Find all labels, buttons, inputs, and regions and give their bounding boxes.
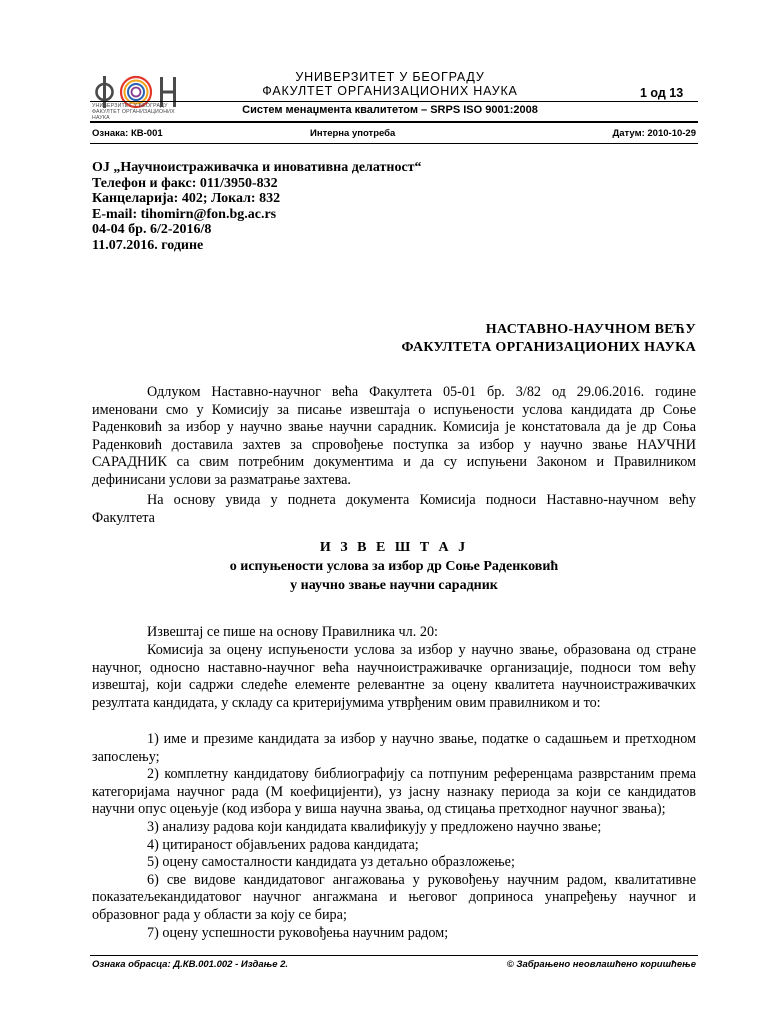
list-item: 5) оцену самосталности кандидата уз детаљно образложење; — [147, 854, 515, 871]
list-item: 2) комплетну кандидатову библиографију са потпуним референцама разврстаним према категоријама научног рада (М коефицијенти), уз јасну назнаку периода за који се кандидатов научни опус оцењује (код избора у виша научна звања, од стицања претходног научног звања); — [92, 766, 696, 818]
sender-number: 04-04 бр. 6/2-2016/8 — [92, 222, 212, 237]
copyright-notice: © Забрањено неовлашћено коришћење — [506, 959, 696, 970]
document-date: Датум: 2010-10-29 — [612, 128, 696, 139]
report-subtitle-1: о испуњености услова за избор др Соње Раденковић — [229, 559, 559, 574]
list-item: 3) анализу радова који кандидата квалификују у предложено научно звање; — [147, 818, 602, 835]
list-item: 7) оцену успешности руковођења научним радом; — [147, 924, 449, 941]
addressee-block — [300, 321, 696, 357]
footer-rule — [90, 955, 698, 956]
university-name: УНИВЕРЗИТЕТ У БЕОГРАДУ — [295, 70, 485, 84]
internal-use-label: Интерна употреба — [310, 128, 396, 139]
report-subtitle-2: у научно звање научни сарадник — [290, 578, 498, 593]
paragraph-commission: Комисија за оцену испуњености услова за избор у научно звање, образована од стране научног, односно наставно-научног већа научноистраживачке организације, подноси том већу извештај, који садржи следеће елементе релевантне за оцену квалитета научноистраживачких резултата кандидата, у складу са критеријумима утврђеним овим правилником и то: — [92, 642, 696, 711]
logo-subtitle — [92, 103, 192, 121]
addressee-line2: ФАКУЛТЕТА ОРГАНИЗАЦИОНИХ НАУКА — [401, 340, 696, 355]
paragraph-submission: На основу увида у поднета документа Комисија подноси Наставно-научном већу Факултета — [92, 492, 696, 526]
sender-date: 11.07.2016. године — [92, 237, 204, 253]
header-thick-rule — [90, 121, 698, 123]
list-item: 1) име и презиме кандидата за избор у научно звање, податке о садашњем и претходном запослењу; — [92, 731, 696, 765]
quality-system-label: Систем менаџмента квалитетом – SRPS ISO 9001:2008 — [242, 104, 538, 116]
subheader-rule — [90, 143, 698, 144]
header-rule — [90, 101, 698, 102]
report-title: И З В Е Ш Т А Ј — [319, 540, 469, 555]
logo-sub-line1: УНИВЕРЗИТЕТ У БЕОГРАДУ — [92, 103, 168, 109]
sender-email: E-mail: tihomirn@fon.bg.ac.rs — [92, 206, 277, 222]
paragraph-decision: Одлуком Наставно-научног већа Факултета 05-01 бр. 3/82 од 29.06.2016. године именовани смо у Комисију за писање извештаја о испуњености услова кандидата др Соње Раденковић за избор у научно звање научни сарадник. Комисија је констатовала да је др Соња Раденковић доставила захтев за спровођење поступка за избор у научно звање НАУЧНИ САРАДНИК са свим потребним документима и да су испуњени Законом и Правилником дефинисани услови за разматрање захтева. — [92, 384, 696, 488]
form-code: Ознака обрасца: Д.КВ.001.002 - Издање 2. — [92, 959, 289, 970]
sender-phone: Телефон и факс: 011/3950-832 — [92, 175, 278, 191]
criteria-list — [92, 731, 696, 942]
faculty-name: ФАКУЛТЕТ ОРГАНИЗАЦИОНИХ НАУКА — [262, 84, 518, 98]
list-item: 6) све видове кандидатовог ангажовања у руковођењу научним радом, квалитативне показатељекандидатовог научног ангажмана и његовог доприноса унапређењу научног и образовног рада у области за коју се бира; — [92, 871, 696, 923]
document-code: Ознака: КВ-001 — [92, 128, 163, 139]
logo-sub-line2: ФАКУЛТЕТ ОРГАНИЗАЦИОНИХ НАУКА — [92, 109, 175, 121]
sender-block — [92, 160, 692, 253]
sender-office: Канцеларија: 402; Локал: 832 — [92, 191, 281, 206]
paragraph-basis: Извештај се пише на основу Правилника чл. 20: — [147, 624, 438, 640]
page-number: 1 од 13 — [640, 86, 684, 100]
sender-unit: ОЈ „Научноистраживачка и иновативна делатност“ — [92, 160, 422, 175]
addressee-line1: НАСТАВНО-НАУЧНОМ ВЕЋУ — [485, 322, 696, 337]
list-item: 4) цитираност објављених радова кандидата; — [147, 836, 419, 853]
